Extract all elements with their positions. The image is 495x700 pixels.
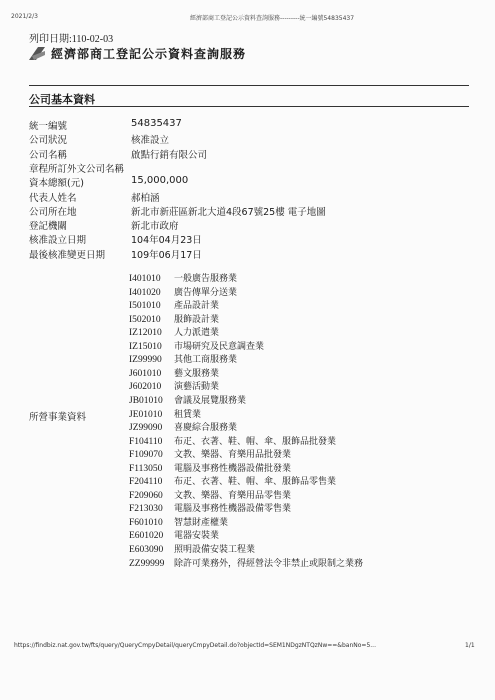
field-label: 章程所訂外文公司名稱 [29, 163, 125, 175]
business-name: 市場研究及民意調查業 [174, 341, 265, 352]
business-name: 電腦及事務性機器設備批發業 [174, 463, 292, 474]
business-item [129, 528, 219, 541]
footer-url: https://findbiz.nat.gov.tw/fts/query/QueryCmpyDetail/queryCmpyDetail.do?objectId=SEM1NDgzNTQzNw==&banNo=5... [14, 642, 376, 649]
field-row [29, 190, 469, 204]
business-name: 喜慶綜合服務業 [174, 423, 238, 434]
business-name: 布疋、衣著、鞋、帽、傘、服飾品批發業 [174, 436, 337, 447]
field-row [29, 204, 469, 218]
business-name: 藝文服務業 [174, 368, 220, 379]
business-item [129, 434, 336, 447]
field-row [29, 147, 469, 161]
field-value: 54835437 [131, 118, 182, 129]
business-name: 文教、樂器、育樂用品零售業 [174, 490, 292, 501]
business-name: 其他工商服務業 [174, 355, 238, 366]
field-label: 公司名稱 [29, 149, 68, 161]
business-name: 租賃業 [174, 409, 202, 420]
business-code: E603090 [129, 545, 164, 555]
business-code: I502010 [129, 314, 161, 325]
business-item [129, 366, 219, 379]
business-name: 文教、樂器、育樂用品批發業 [174, 450, 292, 461]
business-name: 產品設計業 [174, 301, 220, 312]
window-title: 經濟部商工登記公示資料查詢服務---------統一編號54835437 [190, 15, 355, 22]
business-name: 除許可業務外，得經營法令非禁止或限制之業務 [174, 558, 364, 569]
business-code: J602010 [129, 382, 162, 393]
field-label: 公司所在地 [29, 206, 77, 218]
business-code: I501010 [129, 301, 161, 312]
field-row [29, 218, 469, 232]
business-code: J601010 [129, 368, 162, 379]
business-code: JB01010 [129, 395, 163, 406]
business-item [129, 488, 291, 501]
field-label: 公司狀況 [29, 135, 68, 147]
business-code: F213030 [129, 504, 163, 515]
org-header [29, 45, 246, 62]
business-code: JE01010 [129, 409, 163, 420]
field-value: 104年04月23日 [131, 235, 202, 247]
business-label: 所營事業資料 [29, 412, 87, 423]
business-item [129, 420, 237, 433]
ministry-logo-icon [29, 47, 45, 60]
business-name: 布疋、衣著、鞋、帽、傘、服飾品零售業 [174, 477, 337, 488]
list-date: 列印日期:110-02-03 [29, 34, 114, 45]
field-row [29, 118, 469, 132]
business-name: 廣告傳單分送業 [174, 287, 238, 298]
business-name: 電器安裝業 [174, 531, 220, 542]
business-item [129, 542, 255, 555]
business-item [129, 393, 246, 406]
business-code: I401020 [129, 287, 161, 298]
business-name: 照明設備安裝工程業 [174, 545, 256, 555]
field-value: 新北市新莊區新北大道4段67號25樓 電子地圖 [131, 206, 326, 218]
business-item [129, 474, 336, 487]
business-item [129, 379, 219, 392]
business-item [129, 325, 219, 338]
business-name: 智慧財產權業 [174, 517, 229, 528]
business-code: F601010 [129, 517, 163, 528]
business-code: ZZ99999 [129, 558, 165, 569]
business-item [129, 285, 237, 298]
business-item [129, 312, 219, 325]
business-name: 人力派遣業 [174, 328, 220, 339]
field-label: 代表人姓名 [29, 192, 77, 204]
business-code: F113050 [129, 463, 163, 474]
business-code: F209060 [129, 490, 163, 501]
divider-top [29, 85, 469, 86]
field-label: 資本總額(元) [29, 178, 84, 190]
field-value: 109年06月17日 [131, 249, 202, 261]
business-code: IZ12010 [129, 328, 162, 339]
business-code: IZ15010 [129, 341, 162, 352]
field-label: 登記機關 [29, 221, 68, 233]
field-value: 啟點行銷有限公司 [131, 149, 208, 161]
field-row [29, 232, 469, 246]
business-item [129, 407, 201, 420]
field-label: 核准設立日期 [29, 235, 87, 247]
business-name: 會議及展覽服務業 [174, 395, 247, 406]
field-value: 新北市政府 [131, 221, 179, 233]
business-code: F104110 [129, 436, 163, 447]
divider-bottom [29, 106, 469, 107]
field-row [29, 175, 469, 189]
business-item [129, 339, 264, 352]
org-title: 經濟部商工登記公示資料查詢服務 [51, 47, 247, 61]
business-name: 服飾設計業 [174, 314, 220, 325]
business-code: JZ99090 [129, 423, 163, 434]
business-item [129, 352, 237, 365]
business-item [129, 461, 291, 474]
business-item [129, 556, 363, 569]
field-value: 核准設立 [131, 135, 170, 147]
field-row [29, 247, 469, 261]
business-item [129, 298, 219, 311]
field-label: 最後核准變更日期 [29, 249, 106, 261]
business-item [129, 447, 291, 460]
print-date-header: 2021/2/3 [11, 13, 38, 20]
business-item [129, 515, 228, 528]
field-row [29, 161, 469, 175]
section-title: 公司基本資料 [29, 93, 95, 106]
business-item [129, 271, 237, 284]
business-code: F109070 [129, 450, 163, 461]
field-value: 郝柏涵 [131, 192, 160, 204]
business-code: IZ99990 [129, 355, 162, 366]
field-row [29, 132, 469, 146]
business-name: 演藝活動業 [174, 382, 220, 393]
field-value: 15,000,000 [131, 175, 189, 187]
business-item [129, 501, 291, 514]
field-label: 統一編號 [29, 121, 68, 132]
business-code: I401010 [129, 274, 161, 284]
business-name: 電腦及事務性機器設備零售業 [174, 504, 292, 515]
footer-page-number: 1/1 [465, 642, 475, 649]
business-name: 一般廣告服務業 [174, 274, 238, 284]
business-code: F204110 [129, 477, 163, 488]
business-code: E601020 [129, 531, 164, 542]
